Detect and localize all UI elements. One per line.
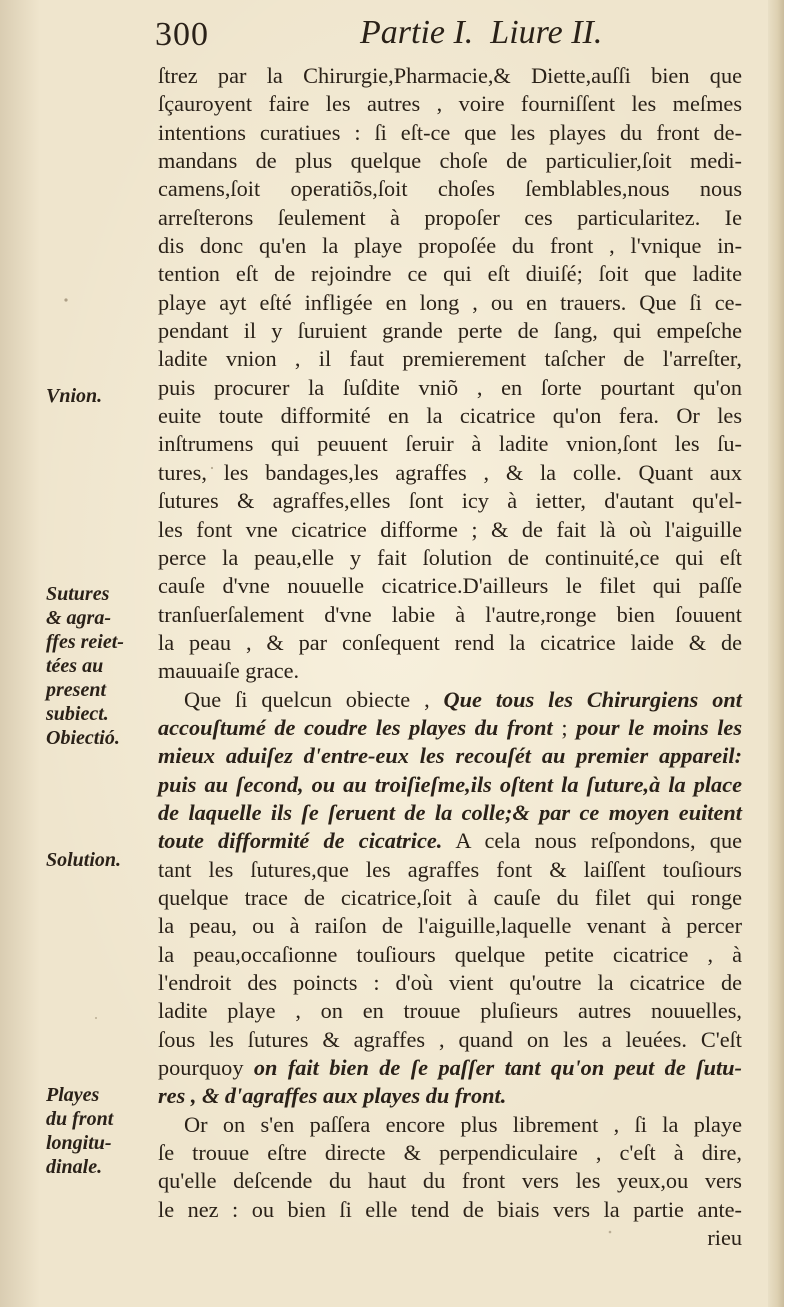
- roman-text: ;: [552, 714, 577, 740]
- roman-text: ſtrez par la Chirurgie,Pharmacie,& Diette,auſſi bien que: [158, 63, 742, 88]
- roman-text: mandans de plus quelque choſe de particulier,ſoit medi-: [158, 148, 742, 174]
- roman-text: ladite playe , on en trouue pluſieurs autres nouuelles,: [158, 998, 742, 1024]
- roman-text: qu'elle deſcende du haut du front vers les yeux,ou vers: [158, 1168, 742, 1194]
- roman-text: Que ſi quelcun obiecte ,: [184, 686, 444, 712]
- margin-note-line: dinale.: [46, 1156, 103, 1178]
- roman-text: ladite vnion , il faut premierement taſcher de l'arreſter,: [158, 346, 742, 372]
- margin-note-line: ffes reiet-: [46, 631, 124, 653]
- roman-text: inſtrumens qui peuuent ſeruir à ladite vnion,ſont les ſu-: [158, 431, 742, 457]
- roman-text: tention eſt de rejoindre ce qui eſt diuiſé; ſoit que ladite: [158, 261, 742, 287]
- roman-text: dis donc qu'en la playe propoſée du front , l'vnique in-: [158, 233, 742, 259]
- roman-text: ſous les ſutures & agraffes , quand on les a leuées. C'eſt: [158, 1026, 742, 1052]
- margin-note-line: present: [46, 679, 106, 701]
- margin-note-line: tées au: [46, 655, 104, 677]
- roman-text: perce la peau,elle y fait ſolution de continuité,ce qui eſt: [158, 544, 742, 570]
- roman-text: cauſe d'vne nouuelle cicatrice.D'ailleurs le filet qui paſſe: [158, 573, 742, 599]
- roman-text: A cela nous reſpondons, que: [442, 828, 742, 854]
- margin-note-line: & agra-: [46, 607, 111, 629]
- roman-text: la peau , & par conſequent rend la cicatrice laide & de: [158, 629, 742, 655]
- roman-text: tranſuerſalement d'vne labie à l'autre,ronge bien ſouuent: [158, 601, 742, 627]
- running-title: Partie I. Liure II.: [360, 14, 603, 51]
- roman-text: tant les ſutures,que les agraffes font & laiſſent touſiours: [158, 856, 742, 882]
- margin-note-line: Solution.: [46, 849, 122, 871]
- italic-text: res , & d'agraffes aux playes du front.: [158, 1083, 507, 1109]
- roman-text: arreſterons ſeulement à propoſer ces particularitez. Ie: [158, 204, 742, 230]
- roman-text: puis procurer la ſuſdite vniõ , en ſorte pourtant qu'on: [158, 374, 742, 400]
- italic-text: pour le moins les: [576, 714, 742, 740]
- italic-text: Que tous les Chirurgiens ont: [443, 686, 742, 712]
- margin-note-line: Sutures: [46, 583, 110, 605]
- roman-text: pourquoy: [158, 1055, 254, 1081]
- margin-note-line: Vnion.: [46, 385, 103, 407]
- margin-note-line: Playes: [46, 1084, 100, 1106]
- margin-note-line: longitu-: [46, 1132, 112, 1154]
- roman-text: l'endroit des poincts : d'où vient qu'outre la cicatrice de: [158, 970, 742, 995]
- roman-text: euite toute difformité en la cicatrice qu'on fera. Or les: [158, 403, 742, 429]
- page-number: 300: [155, 16, 209, 53]
- margin-note-line: du front: [46, 1108, 114, 1130]
- roman-text: intentions curatiues : ſi eſt-ce que les playes du front de-: [158, 119, 742, 145]
- italic-text: mieux aduiſez d'entre-eux les recouſét au premier appareil:: [158, 743, 742, 769]
- roman-text: mauuaiſe grace.: [158, 658, 300, 684]
- roman-text: ſe trouue eſtre directe & perpendiculaire , c'eſt à dire,: [158, 1140, 742, 1166]
- roman-text: Or on s'en paſſera encore plus librement , ſi la playe: [184, 1111, 742, 1137]
- roman-text: ſutures & agraffes,elles ſont icy à ietter, d'autant qu'el-: [158, 488, 742, 514]
- roman-text: pendant il y ſuruient grande perte de ſang, qui empeſche: [158, 318, 742, 344]
- roman-text: ſçauroyent faire les autres , voire fourniſſent les meſmes: [158, 91, 742, 117]
- roman-text: les font vne cicatrice difforme ; & de fait là où l'aiguille: [158, 516, 742, 542]
- roman-text: playe ayt eſté infligée en long , ou en trauers. Que ſi ce-: [158, 289, 742, 315]
- italic-text: toute difformité de cicatrice.: [158, 828, 443, 854]
- italic-text: puis au ſecond, ou au troiſieſme,ils oſtent la ſuture,à la place: [158, 771, 742, 797]
- roman-text: la peau,occaſionne touſiours quelque petite cicatrice , à: [158, 941, 742, 967]
- roman-text: rieu: [707, 1225, 742, 1251]
- italic-text: on fait bien de ſe paſſer tant qu'on peut de ſutu-: [253, 1055, 742, 1081]
- roman-text: quelque trace de cicatrice,ſoit à cauſe du filet qui ronge: [158, 884, 742, 910]
- italic-text: de laquelle ils ſe ſeruent de la colle;& par ce moyen euitent: [158, 799, 742, 825]
- margin-note-line: subiect.: [46, 703, 109, 725]
- roman-text: camens,ſoit operatiõs,ſoit choſes ſemblables,nous nous: [158, 176, 742, 202]
- margin-note-line: Obiectió.: [46, 727, 120, 749]
- italic-text: accouſtumé de coudre les playes du front: [158, 714, 553, 740]
- roman-text: le nez : ou bien ſi elle tend de biais vers la partie ante-: [158, 1196, 742, 1222]
- roman-text: tures, les bandages,les agraffes , & la colle. Quant aux: [158, 459, 742, 485]
- roman-text: la peau, ou à raiſon de l'aiguille,laquelle venant à percer: [158, 913, 742, 939]
